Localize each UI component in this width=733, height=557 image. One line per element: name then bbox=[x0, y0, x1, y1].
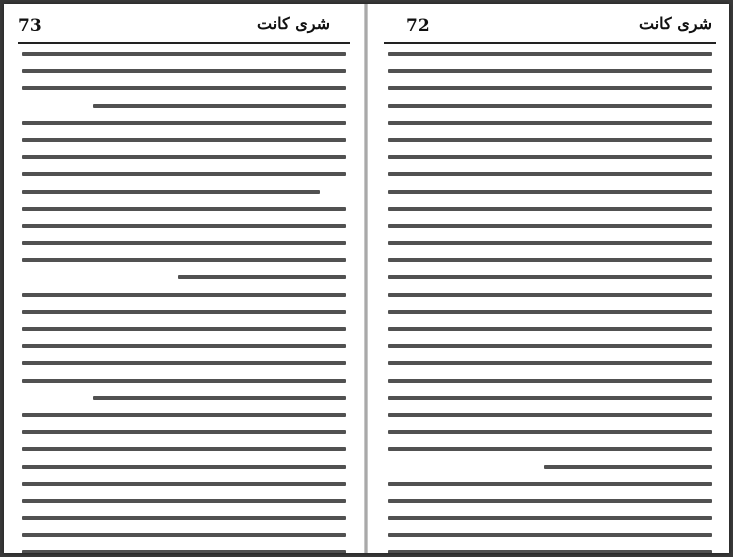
book-spread bbox=[4, 4, 729, 553]
right-page-text bbox=[388, 52, 712, 543]
right-page-header bbox=[384, 12, 716, 42]
left-page-number: 73 bbox=[18, 16, 42, 36]
left-header-rule bbox=[18, 42, 350, 44]
left-page-header bbox=[18, 12, 350, 42]
right-running-head: شری کانت bbox=[639, 14, 712, 33]
right-page-number: 72 bbox=[406, 16, 430, 36]
left-page bbox=[8, 4, 360, 553]
book-gutter bbox=[364, 4, 368, 553]
left-page-text bbox=[22, 52, 346, 543]
right-header-rule bbox=[384, 42, 716, 44]
left-running-head: شری کانت bbox=[257, 14, 330, 33]
right-page bbox=[374, 4, 726, 553]
